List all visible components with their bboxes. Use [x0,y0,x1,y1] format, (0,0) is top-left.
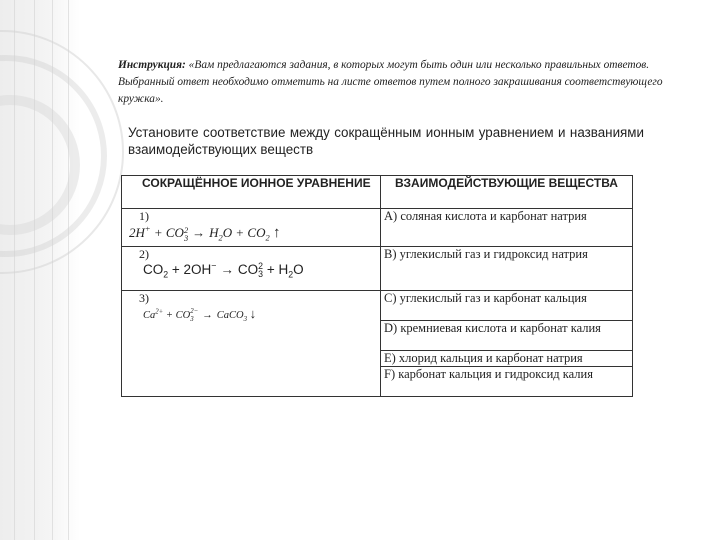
equation-number: 1) [139,209,149,223]
reaction-arrow-icon: → [220,262,234,277]
equation-cell-2 [122,247,381,291]
instruction-text [118,57,663,108]
table-header-row [122,176,633,209]
precipitate-arrow-icon: ↓ [249,306,257,321]
gas-arrow-icon: ↑ [272,225,281,241]
ionic-equation-2: $CO_2 + 2OH^- \to CO2$ $3 + H_2O$ [143,260,304,280]
answer-e: E) хлорид кальция и карбонат натрия [381,351,633,367]
header-substances: ВЗАИМОДЕЙСТВУЮЩИЕ ВЕЩЕСТВА [381,176,633,209]
equation-cell-3 [122,291,381,397]
answer-c: C) углекислый газ и карбонат кальция [381,291,633,321]
background-decoration [0,0,130,540]
equation-cell-1 [122,209,381,247]
answer-a: A) соляная кислота и карбонат натрия [381,209,633,247]
equation-number: 2) [139,247,149,261]
answer-d: D) кремниевая кислота и карбонат калия [381,321,633,351]
matching-table [121,175,633,397]
table-row [122,291,633,321]
instruction-body: «Вам предлагаются задания, в которых могут быть один или несколько правильных ответов. Выбранный ответ необходимо отметить на листе ответов путем полного закрашивания соответствующего кружка». [118,59,663,105]
header-equation: СОКРАЩЁННОЕ ИОННОЕ УРАВНЕНИЕ [122,176,381,209]
reaction-arrow-icon: → [202,310,213,321]
ionic-equation-3: $Ca^{2+} + CO2-$ 3 → CaCO$_3$ ↓ [143,306,257,324]
answer-f: F) карбонат кальция и гидроксид калия [381,367,633,397]
table-row [122,247,633,291]
instruction-lead: Инструкция: [118,59,186,71]
table-row [122,209,633,247]
task-statement: Установите соответствие между сокращённым ионным уравнением и названиями взаимодействующих веществ [128,125,644,157]
ionic-equation-1: 2H+ + CO2 $3 \to H_2O + CO_2$ ↑ [129,223,281,244]
answer-b: B) углекислый газ и гидроксид натрия [381,247,633,291]
reaction-arrow-icon: → [192,225,206,240]
equation-number: 3) [139,291,149,305]
